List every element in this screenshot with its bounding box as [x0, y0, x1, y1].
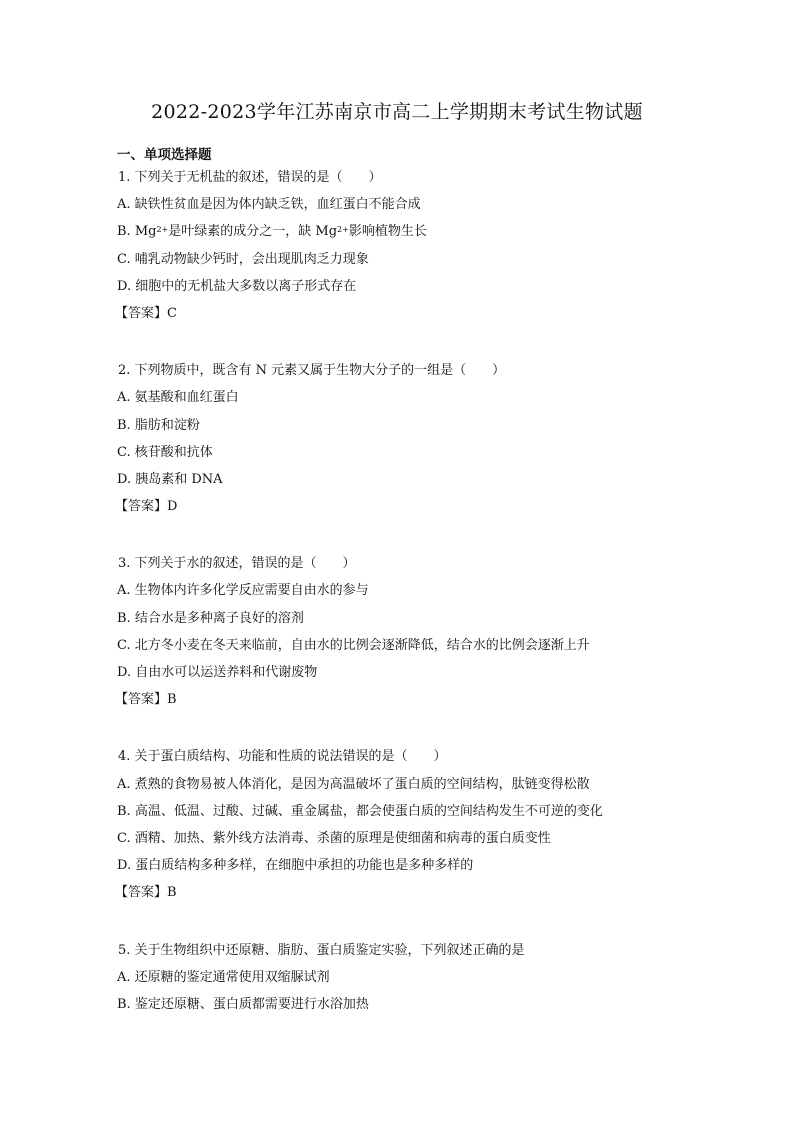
section-heading: 一、单项选择题 — [117, 147, 212, 163]
question-stem: 4. 关于蛋白质结构、功能和性质的说法错误的是（ ） — [118, 749, 447, 765]
option-b: B. 鉴定还原糖、蛋白质都需要进行水浴加热 — [117, 996, 369, 1012]
option-c: C. 核苷酸和抗体 — [117, 444, 213, 460]
question-4 — [117, 747, 717, 910]
option-d: D. 蛋白质结构多种多样，在细胞中承担的功能也是多种多样的 — [117, 858, 474, 874]
answer: 【答案】B — [115, 692, 177, 708]
option-c: C. 北方冬小麦在冬天来临前，自由水的比例会逐渐降低，结合水的比例会逐渐上升 — [117, 637, 590, 653]
option-a: A. 缺铁性贫血是因为体内缺乏铁，血红蛋白不能合成 — [117, 197, 421, 213]
option-d: D. 细胞中的无机盐大多数以离子形式存在 — [117, 278, 357, 294]
option-c: C. 哺乳动物缺少钙时，会出现肌肉乏力现象 — [117, 251, 369, 267]
question-stem: 2. 下列物质中，既含有 N 元素又属于生物大分子的一组是（ ） — [118, 363, 506, 379]
question-2 — [117, 361, 717, 524]
option-c: C. 酒精、加热、紫外线方法消毒、杀菌的原理是使细菌和病毒的蛋白质变性 — [117, 830, 551, 846]
question-1 — [117, 168, 717, 331]
answer: 【答案】D — [115, 499, 178, 515]
option-b: B. 高温、低温、过酸、过碱、重金属盐，都会使蛋白质的空间结构发生不可逆的变化 — [117, 803, 603, 819]
document-title: 2022-2023学年江苏南京市高二上学期期末考试生物试题 — [151, 101, 643, 123]
question-stem: 5. 关于生物组织中还原糖、脂肪、蛋白质鉴定实验，下列叙述正确的是 — [118, 942, 525, 958]
option-b: B. 脂肪和淀粉 — [117, 417, 200, 433]
charge-superscript: 2+ — [337, 225, 349, 235]
option-a: A. 生物体内许多化学反应需要自由水的参与 — [117, 583, 369, 599]
answer: 【答案】C — [115, 305, 177, 321]
option-a: A. 氨基酸和血红蛋白 — [117, 390, 239, 406]
option-b-middle: 是叶绿素的成分之一，缺 Mg — [168, 224, 338, 240]
question-stem: 3. 下列关于水的叙述，错误的是（ ） — [118, 556, 356, 572]
option-b — [117, 222, 717, 249]
option-a: A. 还原糖的鉴定通常使用双缩脲试剂 — [117, 969, 330, 985]
question-list — [117, 168, 717, 1052]
option-a: A. 煮熟的食物易被人体消化，是因为高温破坏了蛋白质的空间结构，肽链变得松散 — [117, 776, 590, 792]
question-stem: 1. 下列关于无机盐的叙述，错误的是（ ） — [118, 170, 382, 185]
question-5 — [117, 941, 717, 1023]
option-d: D. 自由水可以运送养料和代谢废物 — [117, 665, 318, 680]
question-3 — [117, 554, 717, 717]
option-b-suffix: 影响植物生长 — [348, 224, 427, 240]
answer: 【答案】B — [115, 885, 177, 901]
option-b-prefix: B. Mg — [117, 224, 157, 240]
option-d: D. 胰岛素和 DNA — [117, 471, 223, 487]
charge-superscript: 2+ — [156, 225, 169, 235]
option-b: B. 结合水是多种离子良好的溶剂 — [117, 610, 304, 626]
